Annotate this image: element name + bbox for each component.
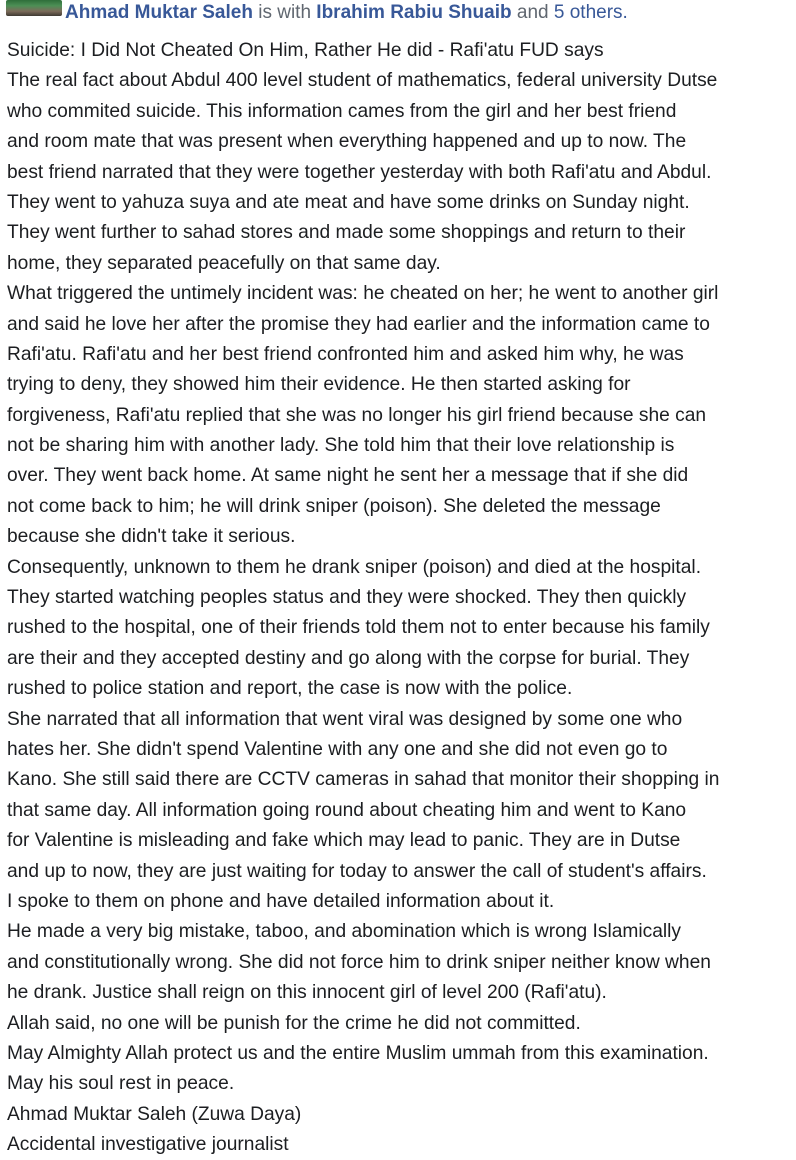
post-line: he drank. Justice shall reign on this innocent girl of level 200 (Rafi'atu). [7, 982, 607, 1004]
tagged-friend-link[interactable]: Ibrahim Rabiu Shuaib [316, 2, 512, 23]
post-line: He made a very big mistake, taboo, and abomination which is wrong Islamically [7, 921, 682, 943]
and-text: and [516, 2, 549, 23]
with-text: is with [258, 2, 312, 23]
others-link[interactable]: 5 others. [553, 2, 628, 23]
post-line: and said he love her after the promise they had earlier and the information came to [7, 313, 710, 335]
post-line: Rafi'atu. Rafi'atu and her best friend confronted him and asked him why, he was [7, 343, 684, 365]
post-line: Suicide: I Did Not Cheated On Him, Rather He did - Rafi'atu FUD says [7, 40, 604, 61]
post-line: Ahmad Muktar Saleh (Zuwa Daya) [7, 1103, 302, 1125]
post-line: that same day. All information going round about cheating him and went to Kano [7, 799, 687, 821]
post-header [0, 0, 796, 26]
post-line: forgiveness, Rafi'atu replied that she was no longer his girl friend because she can [7, 404, 707, 426]
post-line: Consequently, unknown to them he drank sniper (poison) and died at the hospital. [7, 556, 702, 578]
avatar[interactable] [6, 0, 62, 16]
post-line: rushed to police station and report, the case is now with the police. [7, 678, 573, 700]
post-line: Allah said, no one will be punish for the crime he did not committed. [7, 1012, 581, 1034]
post-line: best friend narrated that they were together yesterday with both Rafi'atu and Abdul. [7, 161, 712, 183]
post-line: not be sharing him with another lady. She told him that their love relationship is [7, 435, 675, 457]
post-body [7, 36, 792, 1160]
post-line: are their and they accepted destiny and go along with the corpse for burial. They [7, 647, 690, 669]
post-line: hates her. She didn't spend Valentine with any one and she did not even go to [7, 738, 668, 760]
post-line: May his soul rest in peace. [7, 1073, 235, 1095]
post-line: and constitutionally wrong. She did not force him to drink sniper neither know when [7, 951, 711, 973]
post-line: for Valentine is misleading and fake which may lead to panic. They are in Dutse [7, 830, 681, 852]
post-line: The real fact about Abdul 400 level student of mathematics, federal university Dutse [7, 70, 718, 92]
post-line: and room mate that was present when everything happened and up to now. The [7, 131, 687, 153]
post-line: not come back to him; he will drink sniper (poison). She deleted the message [7, 495, 661, 517]
post-line: They went to yahuza suya and ate meat and have some drinks on Sunday night. [7, 191, 690, 213]
post-line: Accidental investigative journalist [7, 1134, 289, 1156]
post-line: who commited suicide. This information cames from the girl and her best friend [7, 100, 677, 122]
post-line: I spoke to them on phone and have detailed information about it. [7, 890, 555, 912]
post-line: She narrated that all information that went viral was designed by some one who [7, 708, 683, 730]
post-line: home, they separated peacefully on that same day. [7, 252, 441, 274]
post-line: because she didn't take it serious. [7, 526, 296, 548]
post-line: over. They went back home. At same night he sent her a message that if she did [7, 465, 689, 487]
post-line: rushed to the hospital, one of their friends told them not to enter because his family [7, 617, 710, 639]
post-line: Kano. She still said there are CCTV cameras in sahad that monitor their shopping in [7, 769, 720, 791]
post-line: They started watching peoples status and they were shocked. They then quickly [7, 587, 687, 609]
post-line: trying to deny, they showed him their evidence. He then started asking for [7, 374, 631, 396]
post-line: What triggered the untimely incident was: he cheated on her; he went to another girl [7, 283, 719, 305]
author-link[interactable]: Ahmad Muktar Saleh [65, 2, 253, 23]
post-line: May Almighty Allah protect us and the entire Muslim ummah from this examination. [7, 1042, 709, 1064]
post-line: and up to now, they are just waiting for today to answer the call of student's affairs. [7, 860, 707, 882]
post-line: They went further to sahad stores and made some shoppings and return to their [7, 222, 686, 244]
